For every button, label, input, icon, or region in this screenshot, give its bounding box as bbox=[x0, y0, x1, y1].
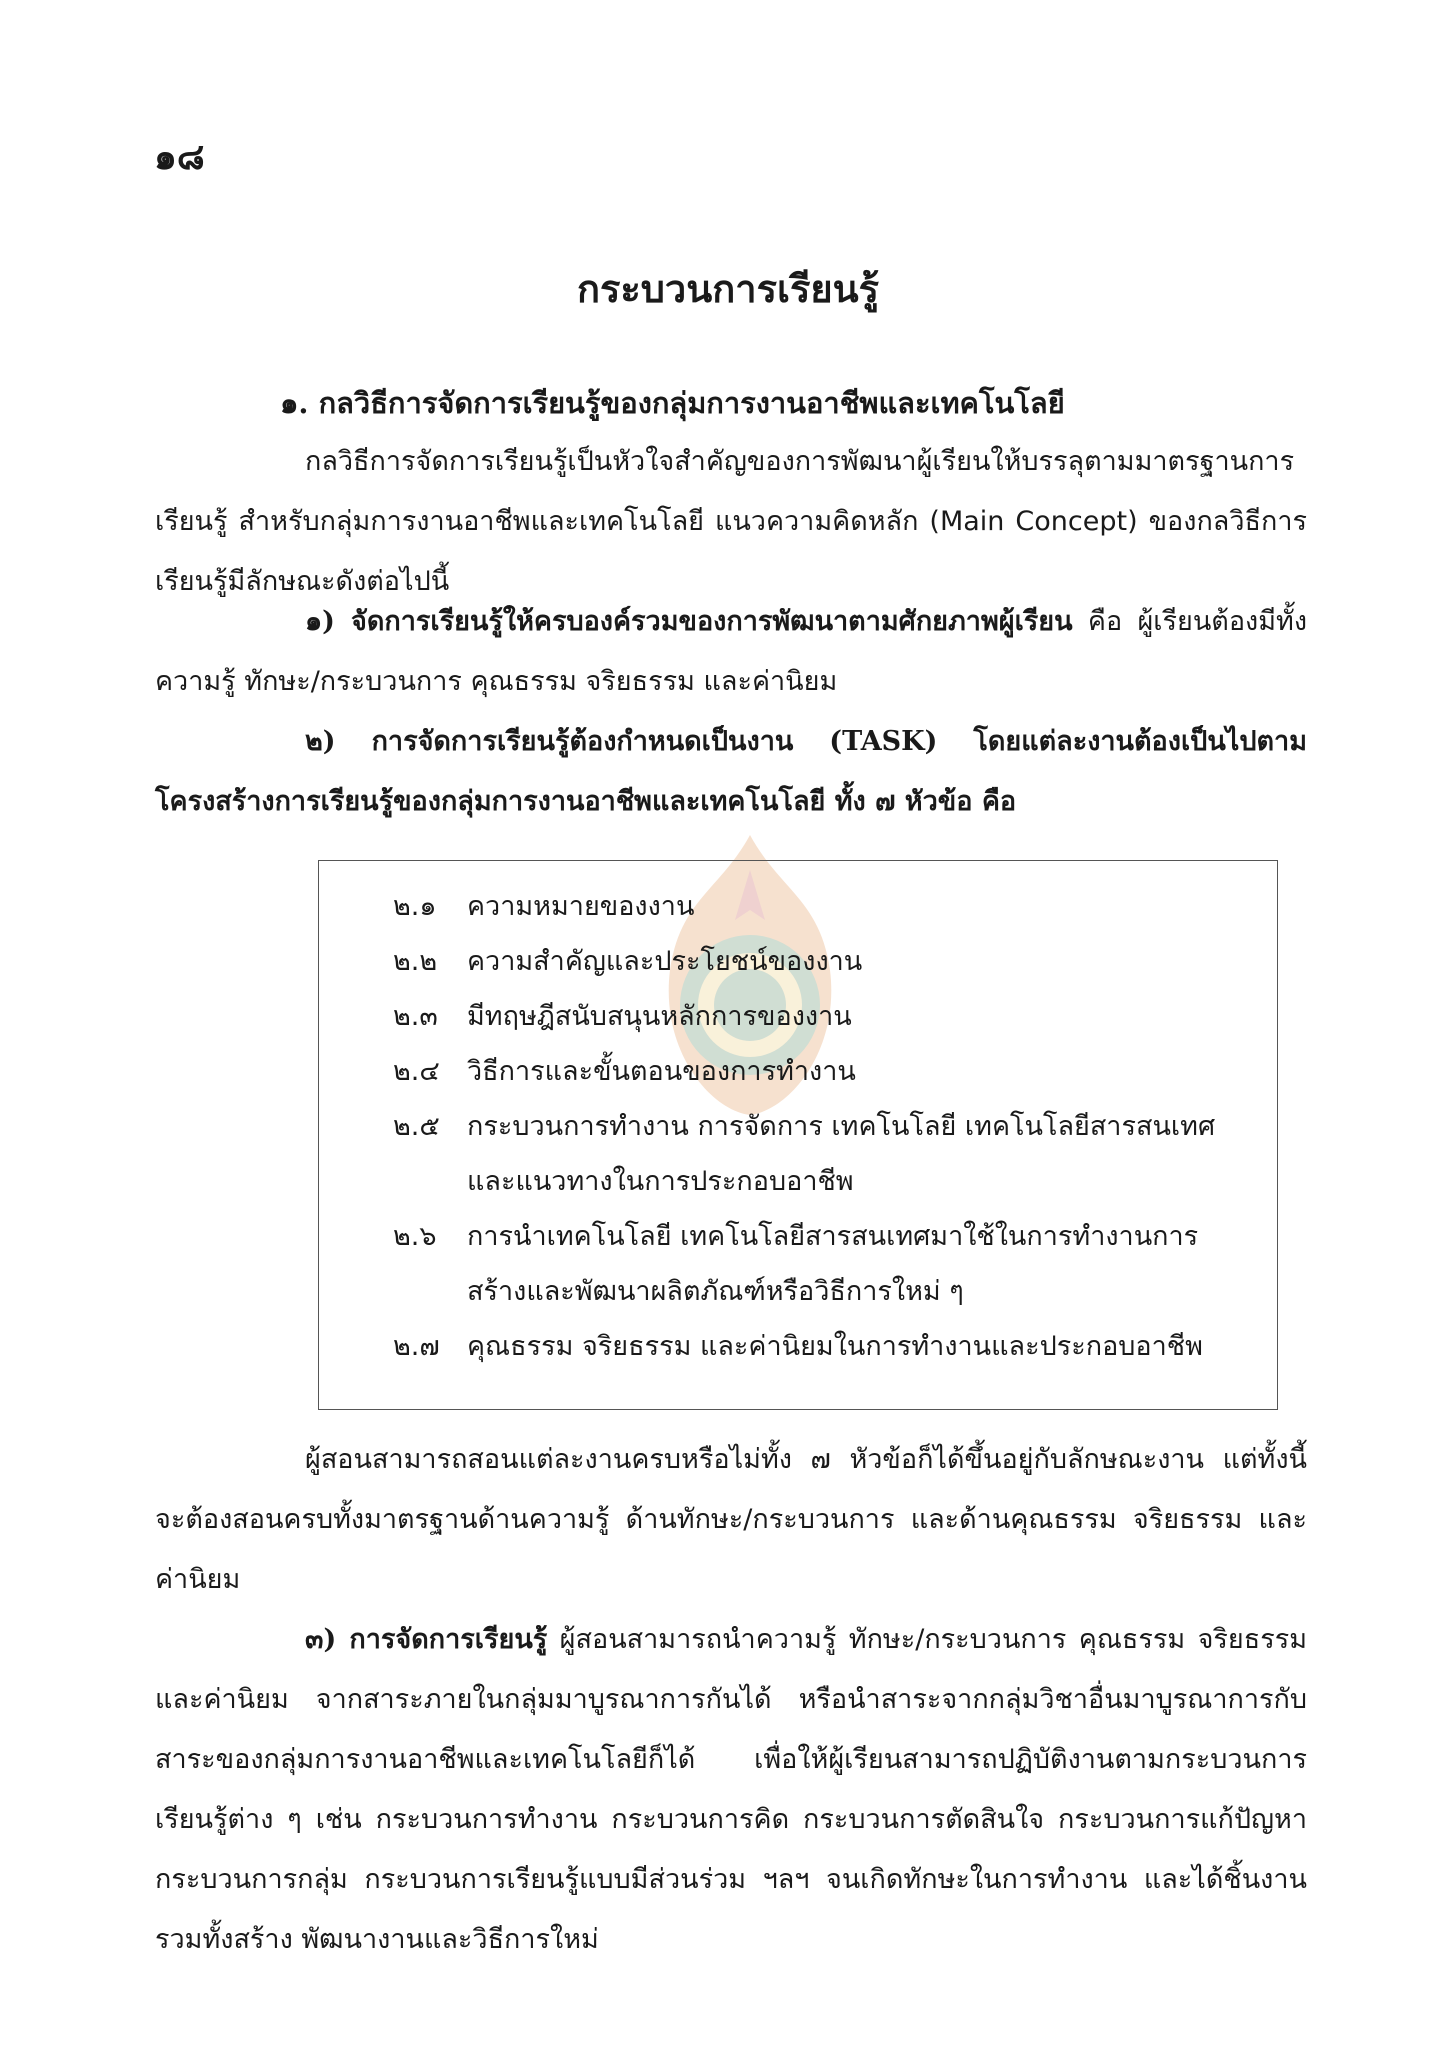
topic-text: คุณธรรม จริยธรรม และค่านิยมในการทำงานและประกอบอาชีพ bbox=[467, 1331, 1203, 1362]
item1-paragraph bbox=[155, 592, 1307, 712]
topic-item bbox=[393, 1044, 1247, 1099]
topic-number: ๒.๑ bbox=[393, 891, 437, 922]
topic-list bbox=[393, 879, 1247, 1374]
item1-heading: ๑) จัดการเรียนรู้ให้ครบองค์รวมของการพัฒนาตามศักยภาพผู้เรียน bbox=[305, 606, 1073, 637]
topic-item bbox=[393, 1319, 1247, 1374]
topic-item bbox=[393, 989, 1247, 1044]
topic-item bbox=[393, 879, 1247, 934]
topic-number: ๒.๔ bbox=[393, 1056, 440, 1087]
page-number: ๑๘ bbox=[154, 136, 205, 178]
topic-item bbox=[393, 934, 1247, 989]
topic-number: ๒.๕ bbox=[393, 1111, 440, 1142]
topic-number: ๒.๗ bbox=[393, 1331, 440, 1362]
item3-text: ผู้สอนสามารถนำความรู้ ทักษะ/กระบวนการ คุณธรรม จริยธรรม และค่านิยม จากสาระภายในกลุ่มมาบูรณาการกันได้ หรือนำสาระจากกลุ่มวิชาอื่นมาบูรณาการกับสาระของกลุ่มการงานอาชีพและเทคโนโลยีก็ได้ เพื่อให้ผู้เรียนสามารถปฏิบัติงานตามกระบวนการเรียนรู้ต่าง ๆ เช่น กระบวนการทำงาน กระบวนการคิด กระบวนการตัดสินใจ กระบวนการแก้ปัญหา กระบวนการกลุ่ม กระบวนการเรียนรู้แบบมีส่วนร่วม ฯลฯ จนเกิดทักษะในการทำงาน และได้ชิ้นงาน รวมทั้งสร้าง พัฒนางานและวิธีการใหม่ bbox=[155, 1624, 1307, 1955]
topic-number: ๒.๓ bbox=[393, 1001, 438, 1032]
topic-item bbox=[393, 1209, 1247, 1319]
topic-item bbox=[393, 1099, 1247, 1209]
section-heading: ๑. กลวิธีการจัดการเรียนรู้ของกลุ่มการงานอาชีพและเทคโนโลยี bbox=[280, 386, 1065, 420]
topic-text: วิธีการและขั้นตอนของการทำงาน bbox=[467, 1056, 856, 1087]
after-box-paragraph: ผู้สอนสามารถสอนแต่ละงานครบหรือไม่ทั้ง ๗ หัวข้อก็ได้ขึ้นอยู่กับลักษณะงาน แต่ทั้งนี้จะต้องสอนครบทั้งมาตรฐานด้านความรู้ ด้านทักษะ/กระบวนการ และด้านคุณธรรม จริยธรรม และค่านิยม bbox=[155, 1444, 1307, 1595]
page-title: กระบวนการเรียนรู้ bbox=[576, 266, 880, 311]
topic-text: ความหมายของงาน bbox=[467, 891, 695, 922]
intro-paragraph: กลวิธีการจัดการเรียนรู้เป็นหัวใจสำคัญของการพัฒนาผู้เรียนให้บรรลุตามมาตรฐานการเรียนรู้ สำหรับกลุ่มการงานอาชีพและเทคโนโลยี แนวความคิดหลัก (Main Concept) ของกลวิธีการเรียนรู้มีลักษณะดังต่อไปนี้ bbox=[155, 446, 1307, 597]
topic-text: กระบวนการทำงาน การจัดการ เทคโนโลยี เทคโนโลยีสารสนเทศและแนวทางในการประกอบอาชีพ bbox=[467, 1111, 1216, 1197]
item2-paragraph bbox=[155, 712, 1307, 832]
item3-heading: ๓) การจัดการเรียนรู้ bbox=[305, 1624, 548, 1655]
item1-text: คือ ผู้เรียนต้องมีทั้งความรู้ ทักษะ/กระบวนการ คุณธรรม จริยธรรม และค่านิยม bbox=[155, 606, 1307, 697]
topic-number: ๒.๖ bbox=[393, 1221, 437, 1252]
topic-text: การนำเทคโนโลยี เทคโนโลยีสารสนเทศมาใช้ในการทำงานการสร้างและพัฒนาผลิตภัณฑ์หรือวิธีการใหม่ ๆ bbox=[467, 1221, 1199, 1307]
item3-paragraph bbox=[155, 1610, 1307, 1970]
topic-box bbox=[318, 860, 1278, 1410]
topic-text: มีทฤษฎีสนับสนุนหลักการของงาน bbox=[467, 1001, 852, 1032]
topic-text: ความสำคัญและประโยชน์ของงาน bbox=[467, 946, 863, 977]
item2-heading: ๒) การจัดการเรียนรู้ต้องกำหนดเป็นงาน (TASK) โดยแต่ละงานต้องเป็นไปตามโครงสร้างการเรียนรู้ของกลุ่มการงานอาชีพและเทคโนโลยี ทั้ง ๗ หัวข้อ คือ bbox=[155, 726, 1307, 817]
topic-number: ๒.๒ bbox=[393, 946, 438, 977]
